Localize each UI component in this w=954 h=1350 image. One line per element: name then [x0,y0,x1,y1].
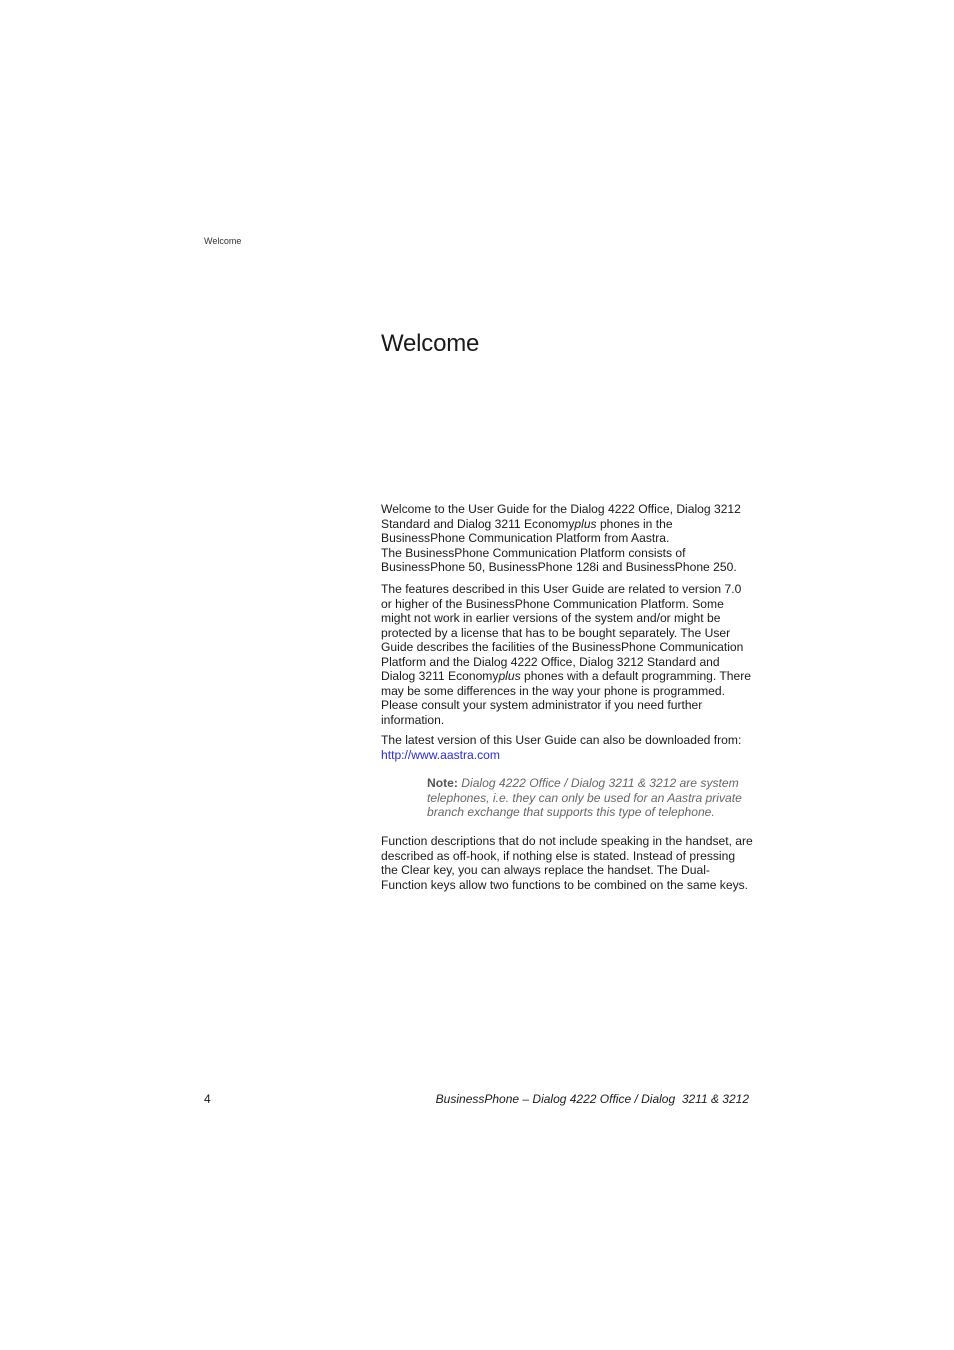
features-paragraph [381,582,753,727]
intro-text-end: phones in the BusinessPhone Communication Platform from Aastra. [381,516,673,545]
download-text: The latest version of this User Guide can also be downloaded from: [381,733,742,747]
download-paragraph [381,733,753,762]
intro-paragraph [381,502,753,575]
note-block [427,776,753,820]
page-number: 4 [204,1092,211,1106]
page-title: Welcome [381,330,480,357]
footer-document-title: BusinessPhone – Dialog 4222 Office / Dialog 3211 & 3212 [435,1092,749,1106]
intro-text-start: Welcome to the User Guide for the Dialog 4222 Office, Dialog 3212 Standard and Dialog 3211 Economy [381,502,741,531]
features-text-start: The features described in this User Guide are related to version 7.0 or higher of the BusinessPhone Communication Platform. Some might not work in earlier versions of the system and/or might be protected by a license that has to be bought separately. The User Guide describes the facilities of the BusinessPhone Communication Platform and the Dialog 4222 Office, Dialog 3212 Standard and Dialog 3211 Economy [381,582,744,683]
note-label: Note: [427,776,458,790]
note-text: Dialog 4222 Office / Dialog 3211 & 3212 are system telephones, i.e. they can only be used for an Aastra private branch exchange that supports this type of telephone. [427,776,742,819]
intro-emphasis: plus [574,516,597,531]
function-descriptions-paragraph: Function descriptions that do not include speaking in the handset, are described as off-hook, if nothing else is stated. Instead of pressing the Clear key, you can always replace the handset. The Dual-Function keys allow two functions to be combined on the same keys. [381,834,753,892]
features-emphasis: plus [498,669,521,683]
features-text-end: phones with a default programming. There may be some differences in the way your phone is programmed. Please consult your system administrator if you need further information. [381,669,751,727]
running-head: Welcome [204,236,242,246]
intro-platform-text: The BusinessPhone Communication Platform consists of BusinessPhone 50, BusinessPhone 128i and BusinessPhone 250. [381,545,737,574]
aastra-link[interactable]: http://www.aastra.com [381,747,500,762]
